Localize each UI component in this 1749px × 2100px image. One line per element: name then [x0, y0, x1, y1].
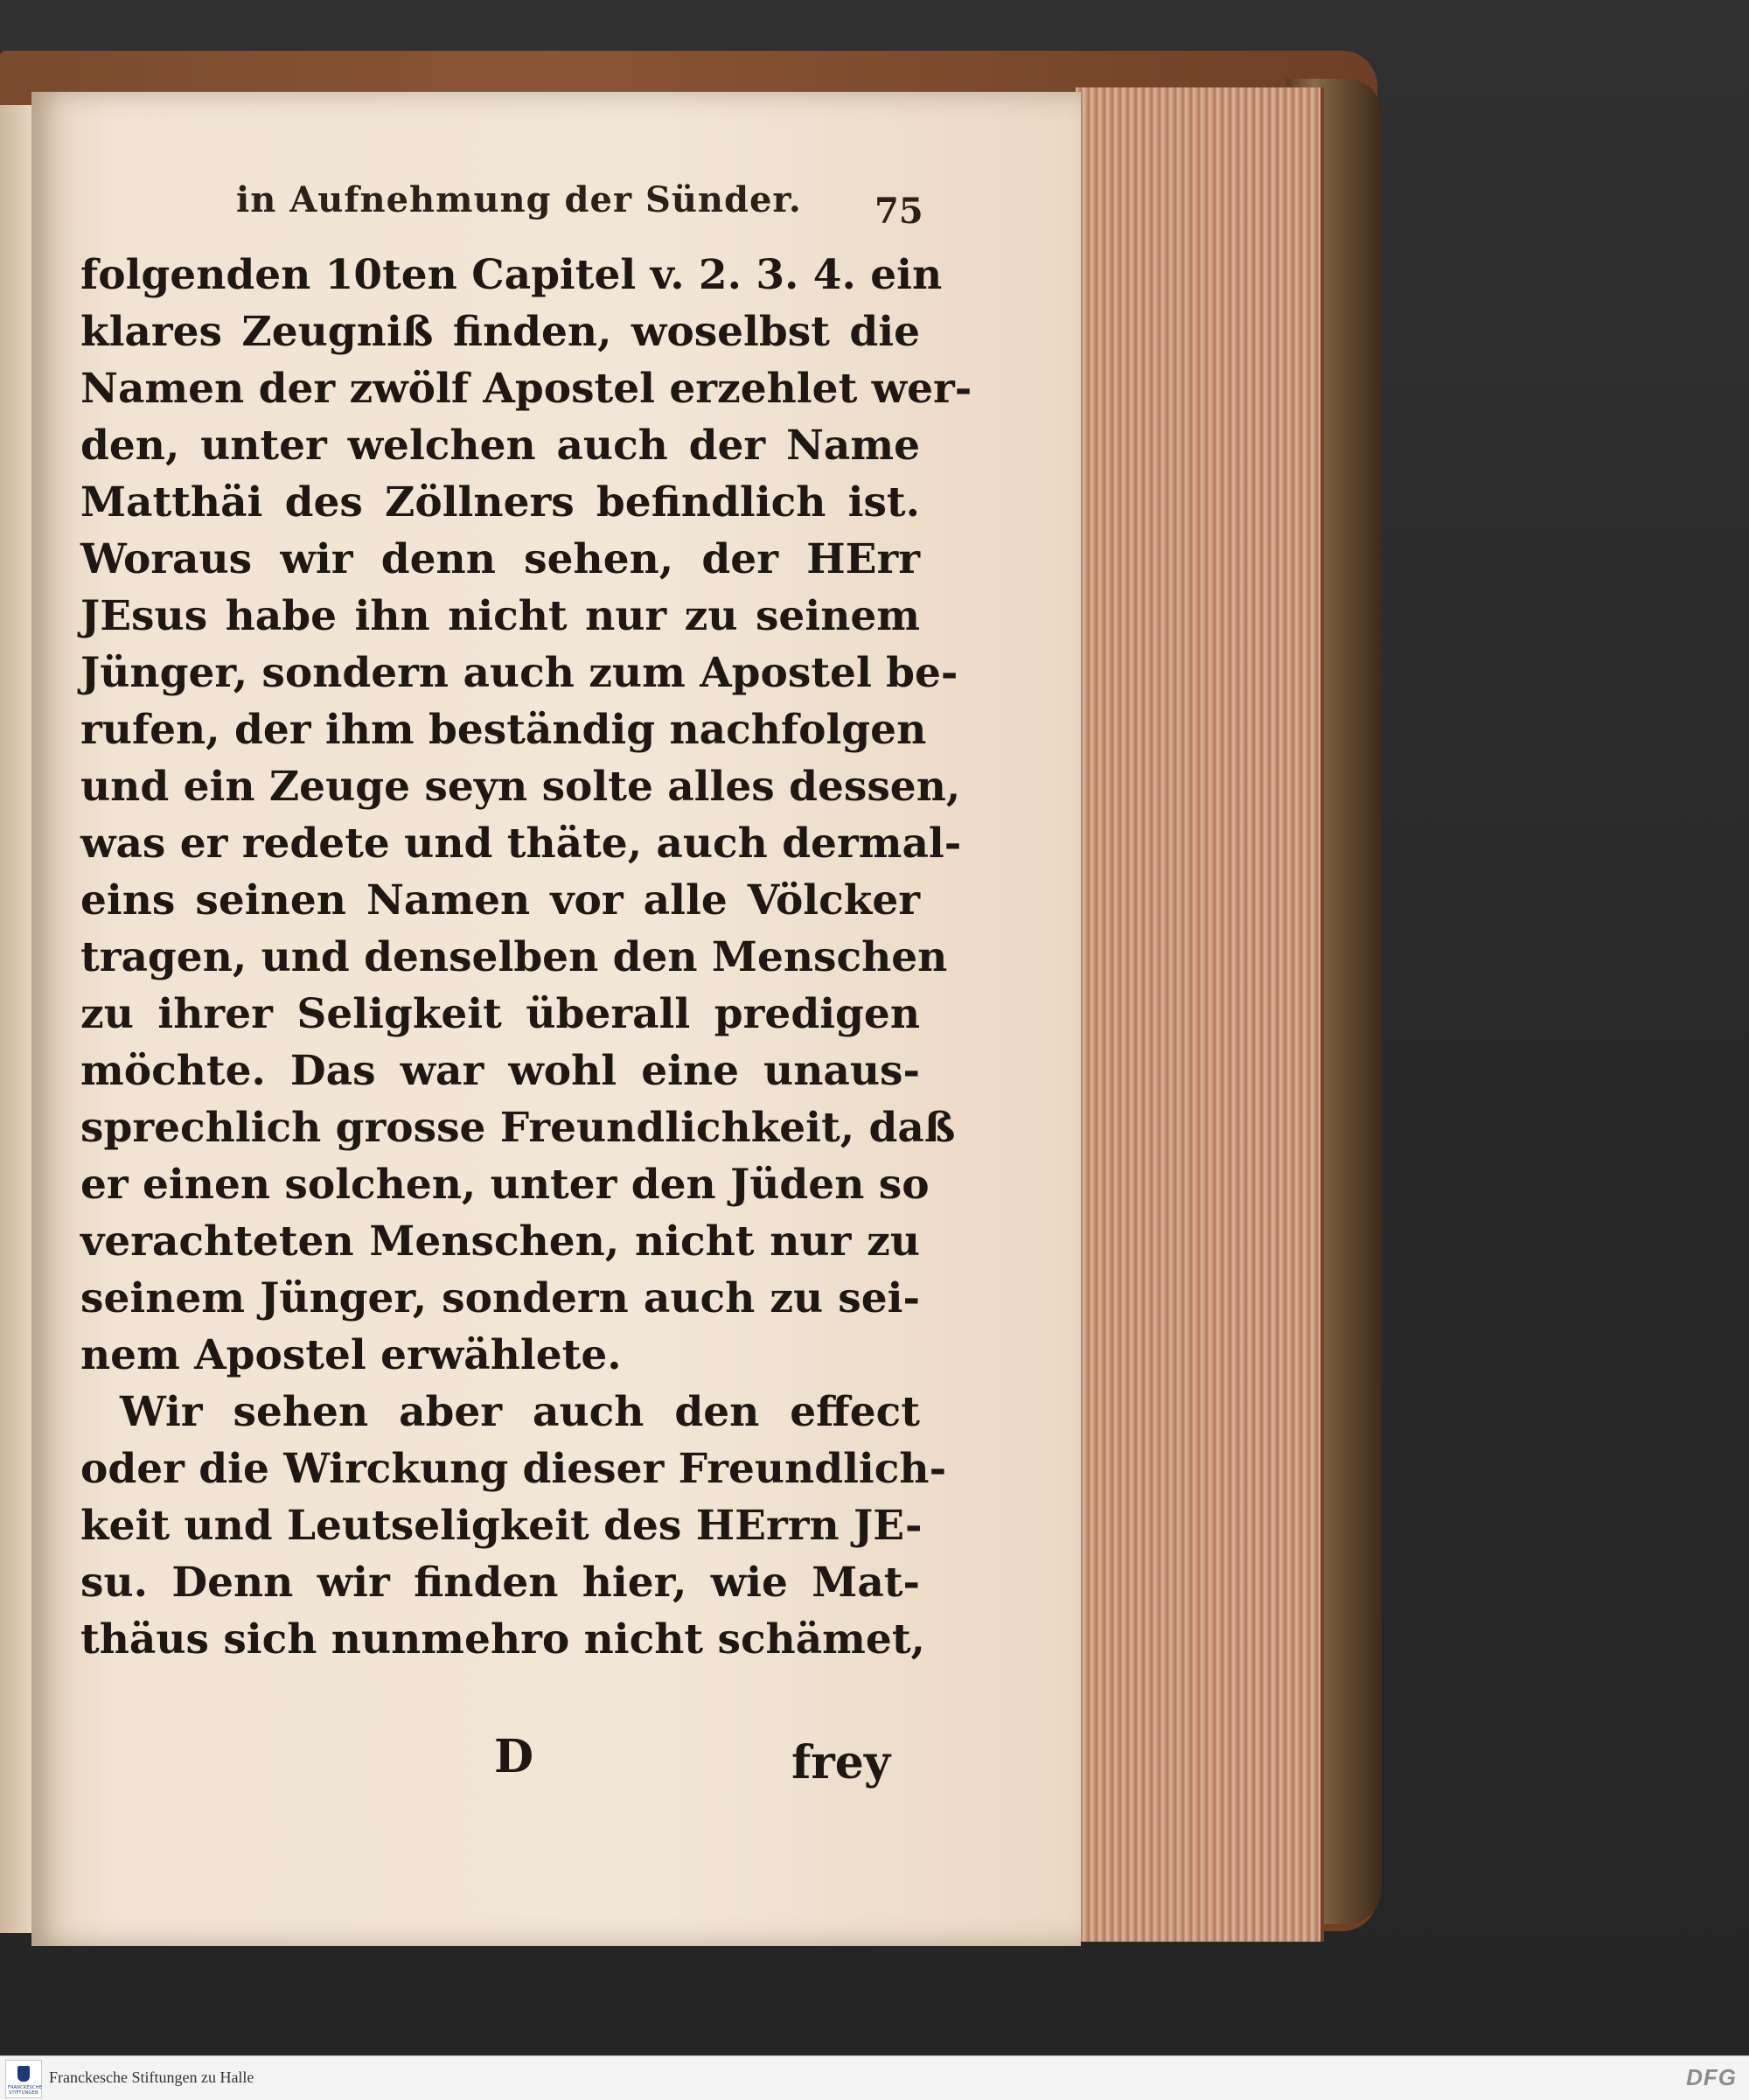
text-line: sprechlich grosse Freundlichkeit, daß	[80, 1104, 956, 1152]
text-line: und ein Zeuge seyn solte alles dessen,	[80, 763, 961, 811]
text-line: eins seinen Namen vor alle Völcker	[80, 876, 920, 924]
text-line: Namen der zwölf Apostel erzehlet wer-	[80, 365, 972, 413]
viewer-footer	[0, 2055, 1749, 2100]
text-line: zu ihrer Seligkeit überall predigen	[80, 990, 920, 1038]
text-line: folgenden 10ten Capitel v. 2. 3. 4. ein	[80, 251, 943, 299]
text-line: möchte. Das war wohl eine unaus-	[80, 1047, 920, 1095]
logo-text: FRANCKESCHE STIFTUNGEN	[8, 2085, 43, 2096]
text-line: oder die Wirckung dieser Freundlich-	[80, 1445, 947, 1493]
left-page-edge	[0, 105, 36, 1933]
text-line: Jünger, sondern auch zum Apostel be-	[80, 649, 958, 697]
text-line: klares Zeugniß finden, woselbst die	[80, 308, 920, 356]
franckesche-logo-icon[interactable]	[5, 2060, 42, 2098]
institution-name: Franckesche Stiftungen zu Halle	[49, 2069, 254, 2086]
text-line: was er redete und thäte, auch dermal-	[80, 820, 962, 868]
text-line: verachteten Menschen, nicht nur zu	[80, 1217, 920, 1266]
text-line: su. Denn wir finden hier, wie Mat-	[80, 1559, 920, 1607]
running-head: in Aufnehmung der Sünder.	[236, 179, 802, 220]
logo-mark-icon	[17, 2066, 30, 2082]
body-text	[80, 247, 972, 1668]
page-edges	[1076, 87, 1324, 1942]
signature-mark: D	[494, 1730, 534, 1783]
text-line: JEsus habe ihn nicht nur zu seinem	[80, 592, 920, 640]
text-line: er einen solchen, unter den Jüden so	[80, 1161, 930, 1209]
page-number: 75	[874, 191, 923, 232]
text-line: tragen, und denselben den Menschen	[80, 933, 948, 981]
text-line: Woraus wir denn sehen, der HErr	[80, 535, 920, 583]
dfg-logo: DFG	[1686, 2064, 1737, 2090]
text-line: den, unter welchen auch der Name	[80, 422, 920, 470]
text-line: keit und Leutseligkeit des HErrn JE-	[80, 1502, 923, 1550]
text-line: Wir sehen aber auch den effect	[120, 1388, 920, 1436]
text-line: rufen, der ihm beständig nachfolgen	[80, 706, 927, 754]
text-line: Matthäi des Zöllners befindlich ist.	[80, 478, 920, 527]
catchword: frey	[791, 1736, 891, 1790]
text-line: seinem Jünger, sondern auch zu sei-	[80, 1274, 920, 1322]
text-line: nem Apostel erwählete.	[80, 1331, 622, 1379]
text-line: thäus sich nunmehro nicht schämet,	[80, 1615, 925, 1664]
